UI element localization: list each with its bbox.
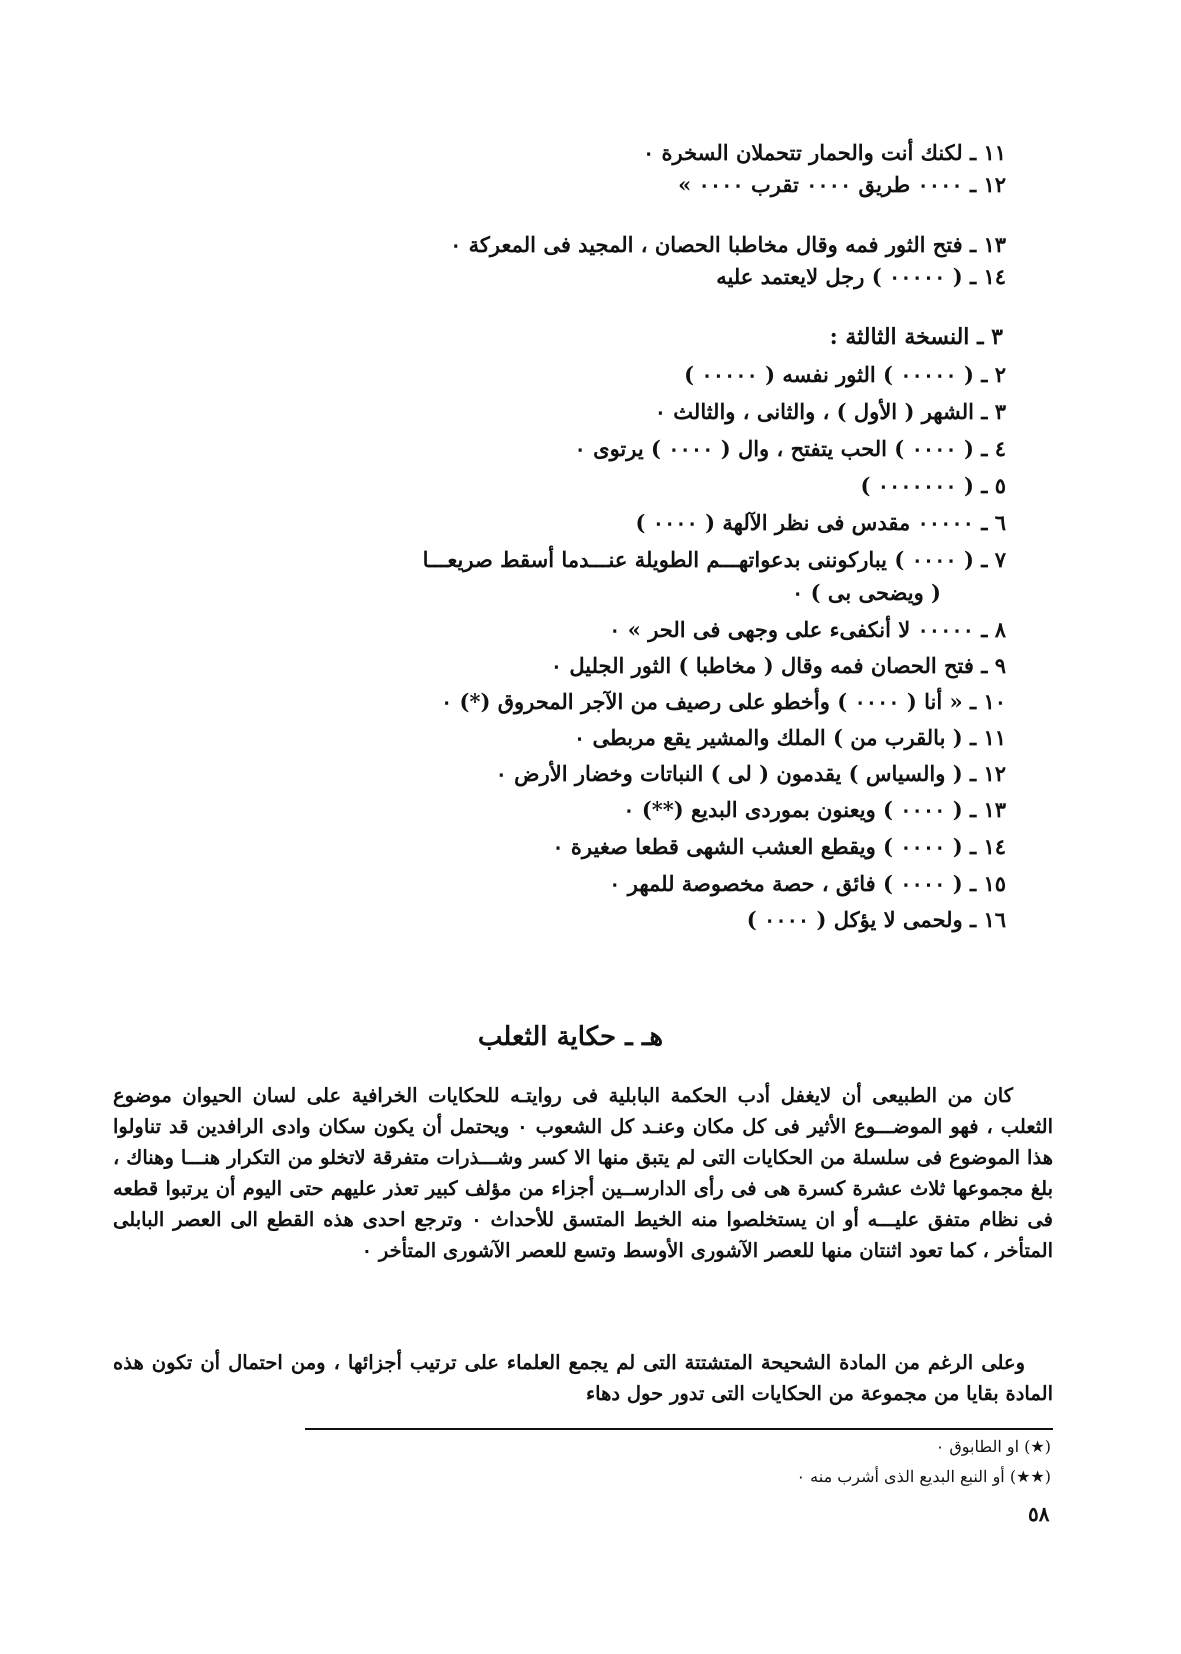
third-version-line: ٦ ـ ٠٠٠٠٠ مقدس فى نظر الآلهة ( ٠٠٠٠ ) xyxy=(635,510,1006,535)
third-version-line: ٢ ـ ( ٠٠٠٠٠ ) الثور نفسه ( ٠٠٠٠٠ ) xyxy=(684,362,1006,387)
page-number: ٥٨ xyxy=(1028,1502,1050,1526)
third-version-line: ١٥ ـ ( ٠٠٠٠ ) فائق ، حصة مخصوصة للمهر ٠ xyxy=(609,871,1006,896)
third-version-line: ١٤ ـ ( ٠٠٠٠ ) ويقطع العشب الشهى قطعا صغيرة ٠ xyxy=(552,834,1006,859)
third-version-line: ١٦ ـ ولحمى لا يؤكل ( ٠٠٠٠ ) xyxy=(746,907,1006,932)
story-title: هـ ـ حكاية الثعلب xyxy=(477,1022,664,1052)
third-version-line: ٧ ـ ( ٠٠٠٠ ) يباركوننى بدعواتهـــم الطويلة عنـــدما أسقط صريعـــا xyxy=(422,547,1006,572)
third-version-line: ١١ ـ ( بالقرب من ) الملك والمشير يقع مربطى ٠ xyxy=(573,725,1006,750)
footnote-divider xyxy=(305,1428,1053,1430)
verse-line-13: ١٣ ـ فتح الثور فمه وقال مخاطبا الحصان ، المجيد فى المعركة ٠ xyxy=(450,232,1006,257)
verse-line-11: ١١ ـ لكنك أنت والحمار تتحملان السخرة ٠ xyxy=(642,140,1006,165)
paragraph-intro: كان من الطبيعى أن لايغفل أدب الحكمة البابلية فى روايتـه للحكايات الخرافية على لسان الحيوان موضوع الثعلب ، فهو الموضـــوع الأثير فى كل مكان وعنـد كل الشعوب ٠ ويحتمل أن يكون سكان وادى الرافدين قد تناولوا هذا الموضوع فى سلسلة من الحكايات التى لم يتبق منها الا كسر وشـــذرات متفرقة لاتخلو من التكرار هنـــا وهناك ، بلغ مجموعها ثلاث عشرة كسرة هى فى رأى الدارســين أجزاء من مؤلف كبير تعذر عليهم حتى اليوم أن يرتبوا قطعه فى نظام متفق عليـــه أو ان يستخلصوا منه الخيط المتسق للأحداث ٠ وترجع احدى هذه القطع الى العصر البابلى المتأخر ، كما تعود اثنتان منها للعصر الآشورى الأوسط وتسع للعصر الآشورى المتأخر ٠ xyxy=(113,1084,1054,1262)
third-version-line: ١٢ ـ ( والسياس ) يقدمون ( لى ) النباتات وخضار الأرض ٠ xyxy=(495,761,1006,786)
section-heading: ٣ ـ النسخة الثالثة : xyxy=(829,324,1003,350)
third-version-line: ٤ ـ ( ٠٠٠٠ ) الحب يتفتح ، وال ( ٠٠٠٠ ) يرتوى ٠ xyxy=(574,436,1006,461)
third-version-line: ٨ ـ ٠٠٠٠٠ لا أنكفىء على وجهى فى الحر » ٠ xyxy=(609,617,1006,642)
third-version-line: ١٣ ـ ( ٠٠٠٠ ) ويعنون بموردى البديع (**) ٠ xyxy=(623,797,1006,822)
verse-line-14: ١٤ ـ ( ٠٠٠٠٠ ) رجل لايعتمد عليه xyxy=(716,264,1006,289)
third-version-line: ٩ ـ فتح الحصان فمه وقال ( مخاطبا ) الثور الجليل ٠ xyxy=(550,653,1006,678)
footnote-1: (★) او الطابوق ٠ xyxy=(935,1437,1051,1456)
third-version-line: ٣ ـ الشهر ( الأول ) ، والثانى ، والثالث ٠ xyxy=(654,399,1006,424)
paragraph-continuation: وعلى الرغم من المادة الشحيحة المتشتتة التى لم يجمع العلماء على ترتيب أجزائها ، ومن احتمال أن تكون هذه المادة بقايا من مجموعة من الحكايات التى تدور حول دهاء xyxy=(113,1351,1053,1405)
third-version-line: ١٠ ـ « أنا ( ٠٠٠٠ ) وأخطو على رصيف من الآجر المحروق (*) ٠ xyxy=(440,689,1006,714)
verse-line-12: ١٢ ـ ٠٠٠٠ طريق ٠٠٠٠ تقرب ٠٠٠٠ » xyxy=(678,172,1006,197)
third-version-line: ٥ ـ ( ٠٠٠٠٠٠٠ ) xyxy=(860,473,1006,498)
third-version-line-continuation: ( ويضحى بى ) ٠ xyxy=(791,580,941,605)
footnote-2: (★★) أو النبع البديع الذى أشرب منه ٠ xyxy=(796,1467,1051,1486)
